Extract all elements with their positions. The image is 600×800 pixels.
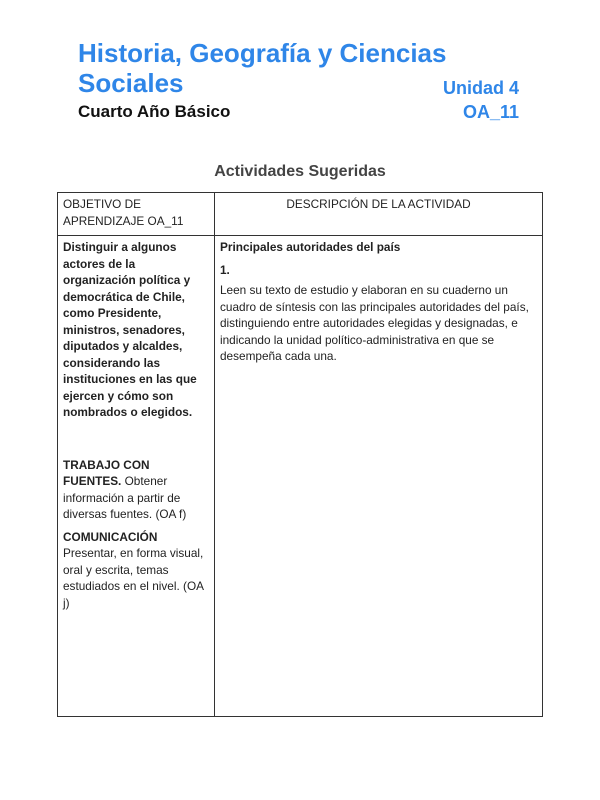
table-header-row xyxy=(58,193,543,236)
skill-title: COMUNICACIÓN xyxy=(63,529,158,544)
activity-table xyxy=(57,192,543,717)
skill-item xyxy=(63,529,209,612)
skill-item xyxy=(63,457,209,523)
description-cell xyxy=(215,236,543,717)
activity-description: Leen su texto de estudio y elaboran en su cuaderno un cuadro de síntesis con las principales autoridades del país, distinguiendo entre autoridades elegidas y designadas, e indicando la unidad político-administrativa en que se desempeña cada una. xyxy=(220,283,529,363)
skill-title: TRABAJO CON FUENTES. xyxy=(63,457,150,488)
document-title: Historia, Geografía y Ciencias xyxy=(78,38,447,68)
document-title-continued: Sociales xyxy=(78,68,184,98)
objective-cell xyxy=(58,236,215,717)
grade-subtitle: Cuarto Año Básico xyxy=(78,102,231,121)
activity-number: 1. xyxy=(220,262,230,277)
activity-title: Principales autoridades del país xyxy=(220,240,401,254)
objective-code: OA_11 xyxy=(462,102,519,122)
description-column-header: DESCRIPCIÓN DE LA ACTIVIDAD xyxy=(215,193,543,236)
objective-column-header: OBJETIVO DE APRENDIZAJE OA_11 xyxy=(58,193,215,236)
section-heading: Actividades Sugeridas xyxy=(214,163,386,180)
table-row xyxy=(58,236,543,717)
skill-text: Obtener información a partir de diversas fuentes. (OA f) xyxy=(63,474,187,521)
objective-text: Distinguir a algunos actores de la organización política y democrática de Chile, como Presidente, ministros, senadores, diputados y alcaldes, considerando las instituciones en las que ejercen y cómo son nombrados o elegidos. xyxy=(63,240,197,419)
skill-text: Presentar, en forma visual, oral y escrita, temas estudiados en el nivel. (OA j) xyxy=(63,546,204,610)
unit-label: Unidad 4 xyxy=(442,78,519,98)
